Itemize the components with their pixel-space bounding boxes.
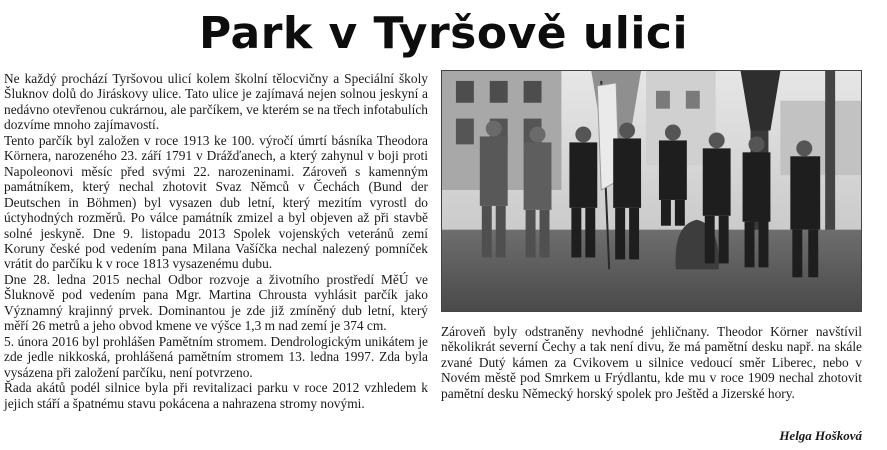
- article-title: Park v Tyršově ulici: [198, 8, 689, 59]
- paragraph-history: Tento parčík byl založen v roce 1913 ke 100. výročí úmrtí básníka Theodora Körnera, narozeného 23. září 1791 v Drážďanech, a který zahynul v boji proti Napoleonovi měsíc před svými 22. narozeninami. Zároveň s kamenným památníkem, který nechal zhotovit Svaz Němců v Čechách (Bund der Deutschen in Böhmen) byl vysazen dub letní, který mezitím vyrostl do úctyhodných rozměrů. Po válce památník zmizel a byl objeven až při stavbě solné jeskyně. Dne 9. listopadu 2013 Spolek vojenských veteránů zemí Koruny české pod vedením pana Milana Vašíčka nechal nalezený pomníček vrátit do parčíku k v roce 1813 vysazenému dubu.: [4, 132, 428, 272]
- author-signature: Helga Hošková: [779, 428, 862, 443]
- paragraph-intro: Ne každý prochází Tyršovou ulicí kolem školní tělocvičny a Speciální školy Šluknov dolů do Jiráskovy ulice. Tato ulice je zajímavá nejen solnou jeskyní a nedávno otevřenou cukrárnou, ale parčíkem, ve kterém se na třech infotabulích dozvíme mnoho zajímavostí.: [4, 71, 428, 133]
- paragraph-memorial-tree: 5. února 2016 byl prohlášen Pamětním stromem. Dendrologickým unikátem je zde jedle nikkoská, prohlášená pamětním stromem 13. ledna 1997. Zda byla vysázena při založení parčíku, není potvrzeno.: [4, 333, 428, 380]
- paragraph-landscape-feature: Dne 28. ledna 2015 nechal Odbor rozvoje a životního prostředí MěÚ ve Šluknově pod vedením pana Mgr. Martina Chrousta vyhlásit parčík jako Významný krajinný prvek. Dominantou je zde již zmíněný dub letní, který měří 26 metrů a jeho obvod kmene ve výšce 1,3 m nad zemí je 374 cm.: [4, 271, 428, 334]
- photo-caption: Zároveň byly odstraněny nevhodné jehličnany. Theodor Körner navštívil několikrát severní Čechy a tak není divu, že má pamětní desku např. na skále zvané Dutý kámen za Cvikovem u silnice vedoucí směr Liberec, nebo v Novém městě pod Smrkem u Frýdlantu, kde mu v roce 1909 nechal zhotovit pamětní desku Německý horský spolek pro Ještěd a Jizerské hory.: [441, 324, 862, 401]
- article-body: [4, 71, 428, 411]
- group-photo-icon: [441, 70, 862, 312]
- photo-column: [441, 70, 862, 401]
- paragraph-acacias: Řada akátů podél silnice byla při revitalizaci parku v roce 2012 vzhledem k jejich stáří a špatnému stavu pokácena a nahrazena stromy novými.: [4, 380, 428, 411]
